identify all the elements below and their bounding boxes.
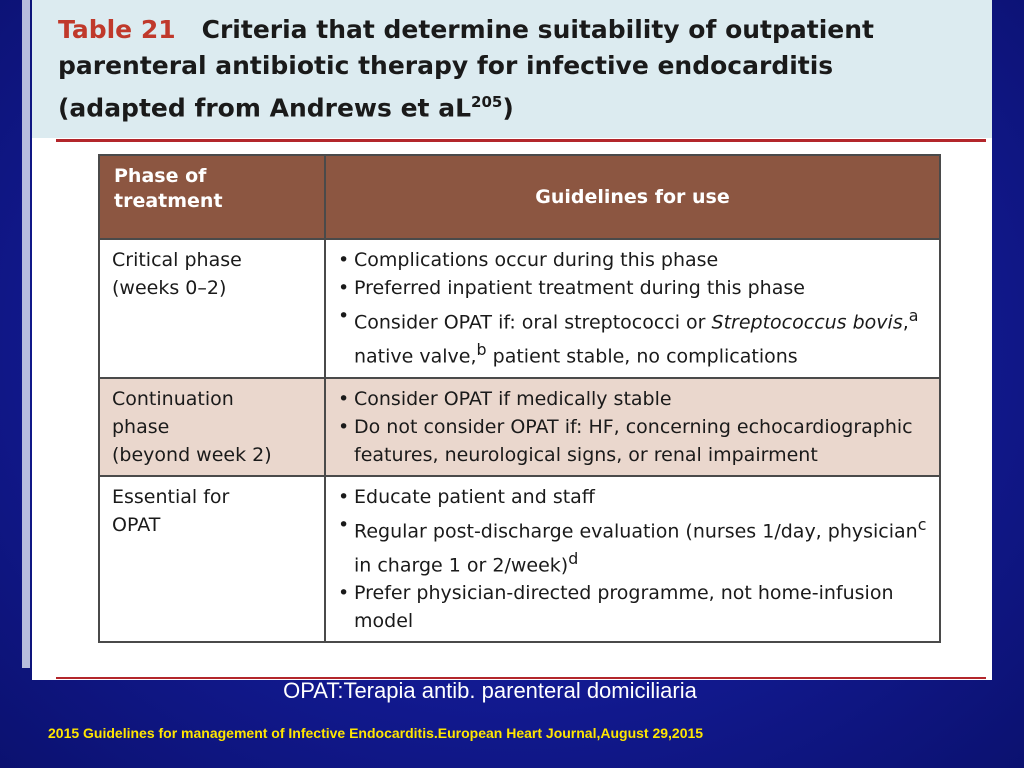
phase-cell: Essential for OPAT	[99, 476, 325, 643]
guidelines-cell	[325, 378, 940, 476]
table-label: Table 21	[58, 15, 176, 44]
title-band	[32, 0, 992, 138]
guideline-item	[338, 511, 927, 580]
guideline-text: Consider OPAT if: oral streptococci or	[354, 311, 712, 334]
guideline-item: • Prefer physician-directed programme, not home-infusion model	[338, 579, 927, 635]
slide-image	[32, 0, 992, 703]
criteria-table	[98, 154, 941, 643]
guideline-text: native valve,	[354, 345, 477, 368]
slide-caption: OPAT:Terapia antib. parenteral domiciliaria	[283, 678, 697, 703]
phase-cell: Critical phase (weeks 0–2)	[99, 239, 325, 378]
guideline-text: ,	[902, 311, 909, 334]
guidelines-cell	[325, 476, 940, 643]
footnote-mark: c	[917, 514, 927, 534]
title-close: )	[502, 93, 514, 123]
title-divider	[56, 139, 986, 142]
footnote-mark: d	[568, 548, 579, 568]
guidelines-cell	[325, 239, 940, 378]
guideline-list	[338, 483, 927, 636]
header-guidelines: Guidelines for use	[325, 155, 940, 239]
table-row	[99, 378, 940, 476]
guideline-item: • Complications occur during this phase	[338, 246, 927, 274]
guideline-text: in charge 1 or 2/week)	[354, 554, 569, 577]
footnote-mark: b	[476, 340, 487, 360]
guideline-item	[338, 302, 927, 371]
table-title	[58, 12, 958, 126]
source-citation: 2015 Guidelines for management of Infective Endocarditis.European Heart Journal,August 29,2015	[48, 725, 704, 741]
table-row	[99, 239, 940, 378]
phase-cell: Continuation phase (beyond week 2)	[99, 378, 325, 476]
table-row	[99, 476, 940, 643]
title-reference: 205	[471, 93, 503, 111]
guideline-text: Regular post-discharge evaluation (nurses 1/day, physician	[354, 519, 918, 542]
guideline-item: • Preferred inpatient treatment during this phase	[338, 274, 927, 302]
guideline-item: • Educate patient and staff	[338, 483, 927, 511]
title-text: Criteria that determine suitability of outpatient parenteral antibiotic therapy for infective endocarditis (adapted from Andrews et aL	[58, 15, 874, 123]
guideline-item: • Do not consider OPAT if: HF, concerning echocardiographic features, neurological signs, or renal impairment	[338, 413, 927, 469]
guideline-list	[338, 246, 927, 371]
guideline-item: • Consider OPAT if medically stable	[338, 385, 927, 413]
guideline-text: patient stable, no complications	[486, 345, 798, 368]
slide-edge-bar	[22, 0, 30, 668]
guideline-list	[338, 385, 927, 469]
footnote-mark: a	[908, 306, 919, 325]
organism-name: Streptococcus bovis	[711, 311, 903, 334]
header-phase: Phase of treatment	[99, 155, 325, 239]
table-header-row	[99, 155, 940, 239]
